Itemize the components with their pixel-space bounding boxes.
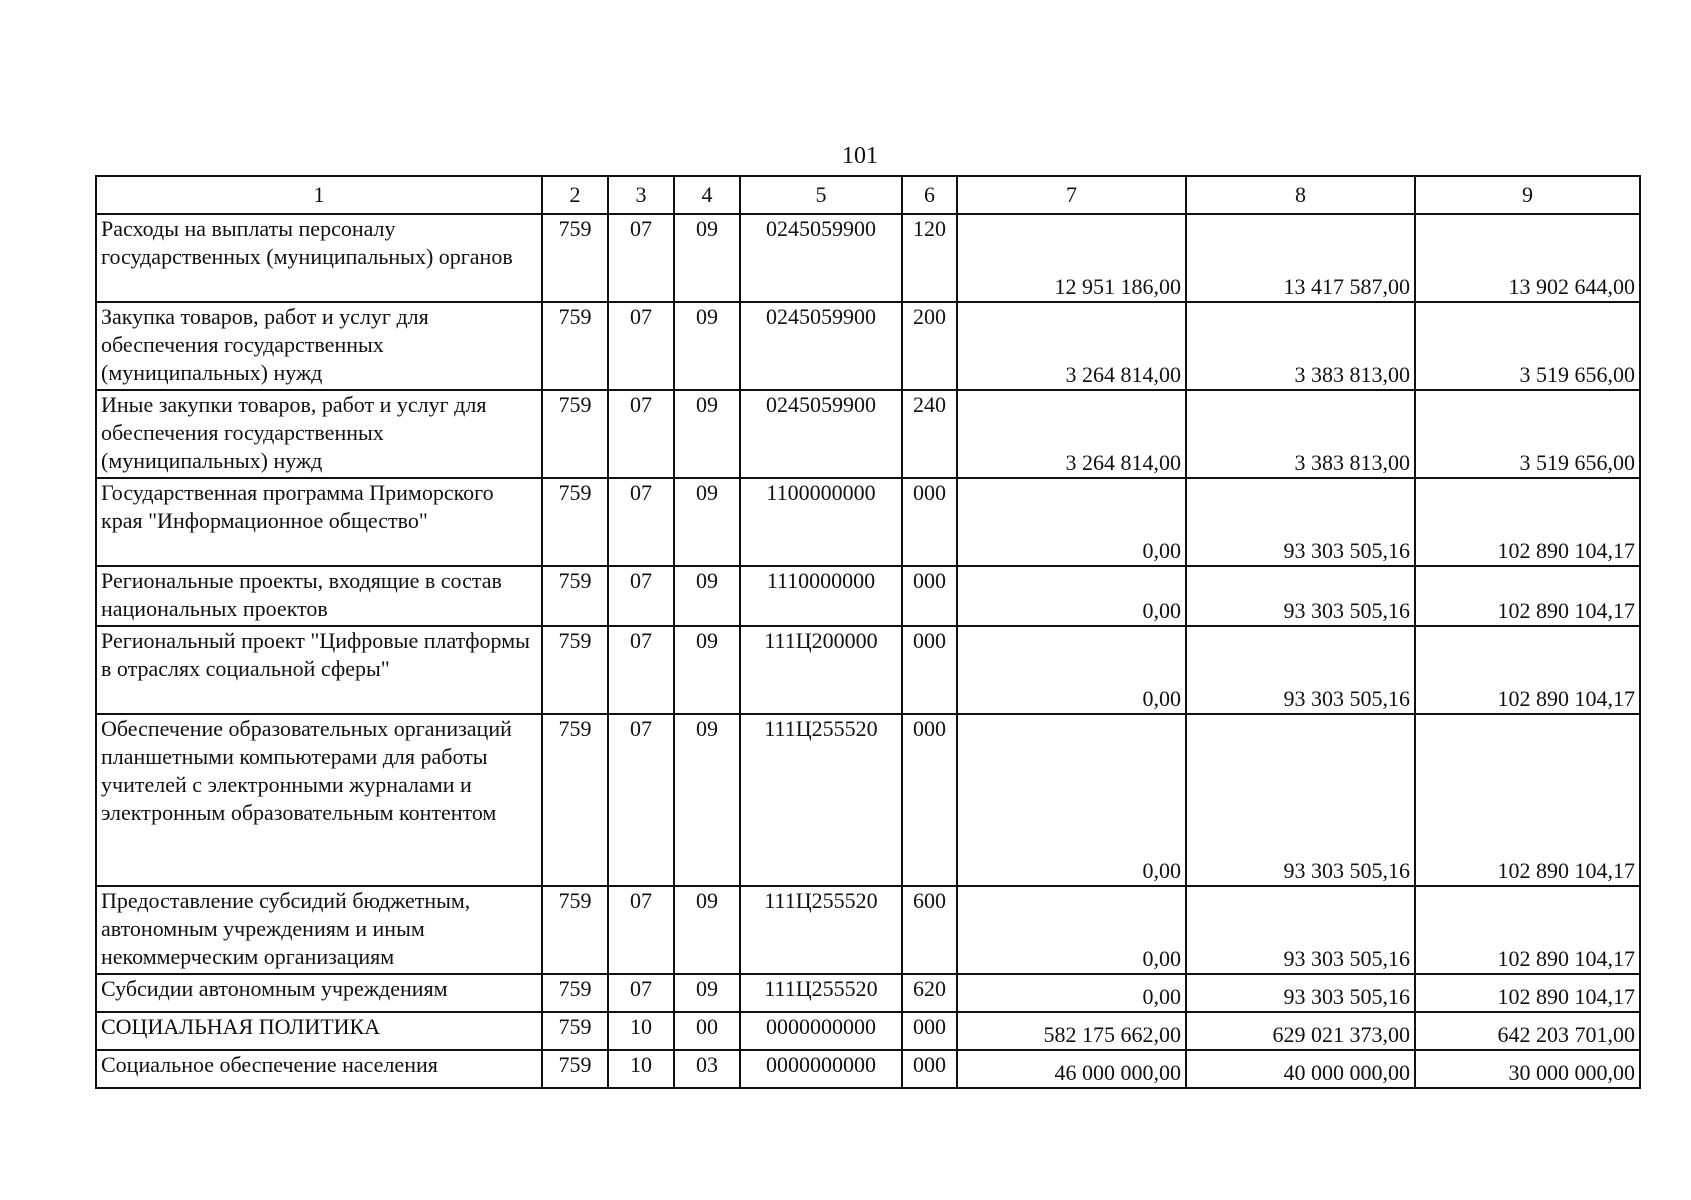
column-header: 9	[1415, 176, 1640, 214]
cell-col6: 000	[902, 626, 957, 714]
row-name: Иные закупки товаров, работ и услуг для обеспечения государственных (муниципальных) нужд	[96, 390, 542, 478]
column-header: 5	[740, 176, 902, 214]
cell-col8: 93 303 505,16	[1186, 974, 1415, 1012]
row-name: Государственная программа Приморского края "Информационное общество"	[96, 478, 542, 566]
table-row	[96, 1050, 1640, 1088]
cell-col3: 07	[608, 390, 674, 478]
column-header: 4	[674, 176, 740, 214]
cell-col7: 0,00	[957, 478, 1186, 566]
row-name: Предоставление субсидий бюджетным, автономным учреждениям и иным некоммерческим организациям	[96, 886, 542, 974]
cell-col8: 3 383 813,00	[1186, 302, 1415, 390]
cell-col4: 09	[674, 714, 740, 886]
cell-col3: 07	[608, 566, 674, 626]
cell-col7: 3 264 814,00	[957, 390, 1186, 478]
cell-col5: 0245059900	[740, 302, 902, 390]
cell-col5: 0000000000	[740, 1012, 902, 1050]
row-name: Социальное обеспечение населения	[96, 1050, 542, 1088]
cell-col9: 102 890 104,17	[1415, 626, 1640, 714]
cell-col7: 0,00	[957, 714, 1186, 886]
cell-col7: 0,00	[957, 886, 1186, 974]
cell-col2: 759	[542, 1050, 608, 1088]
column-header: 2	[542, 176, 608, 214]
cell-col2: 759	[542, 626, 608, 714]
cell-col6: 000	[902, 1012, 957, 1050]
cell-col5: 0245059900	[740, 214, 902, 302]
table-row	[96, 886, 1640, 974]
table-row	[96, 478, 1640, 566]
cell-col7: 582 175 662,00	[957, 1012, 1186, 1050]
cell-col6: 000	[902, 566, 957, 626]
cell-col4: 00	[674, 1012, 740, 1050]
cell-col8: 93 303 505,16	[1186, 886, 1415, 974]
cell-col7: 0,00	[957, 566, 1186, 626]
cell-col8: 93 303 505,16	[1186, 626, 1415, 714]
cell-col6: 620	[902, 974, 957, 1012]
cell-col9: 102 890 104,17	[1415, 886, 1640, 974]
cell-col2: 759	[542, 478, 608, 566]
cell-col4: 09	[674, 478, 740, 566]
cell-col2: 759	[542, 302, 608, 390]
row-name: Субсидии автономным учреждениям	[96, 974, 542, 1012]
cell-col2: 759	[542, 714, 608, 886]
cell-col3: 10	[608, 1012, 674, 1050]
cell-col8: 3 383 813,00	[1186, 390, 1415, 478]
row-name: Региональные проекты, входящие в состав национальных проектов	[96, 566, 542, 626]
row-name: Обеспечение образовательных организаций планшетными компьютерами для работы учителей с электронными журналами и электронным образовательным контентом	[96, 714, 542, 886]
cell-col8: 13 417 587,00	[1186, 214, 1415, 302]
table-row	[96, 390, 1640, 478]
table-row	[96, 714, 1640, 886]
cell-col6: 240	[902, 390, 957, 478]
column-header: 1	[96, 176, 542, 214]
cell-col5: 1110000000	[740, 566, 902, 626]
cell-col4: 09	[674, 302, 740, 390]
cell-col5: 1100000000	[740, 478, 902, 566]
cell-col6: 600	[902, 886, 957, 974]
cell-col8: 629 021 373,00	[1186, 1012, 1415, 1050]
cell-col6: 200	[902, 302, 957, 390]
cell-col3: 07	[608, 214, 674, 302]
cell-col8: 40 000 000,00	[1186, 1050, 1415, 1088]
cell-col3: 07	[608, 478, 674, 566]
cell-col4: 09	[674, 974, 740, 1012]
cell-col3: 07	[608, 714, 674, 886]
cell-col4: 09	[674, 390, 740, 478]
header-row	[96, 176, 1640, 214]
cell-col7: 0,00	[957, 626, 1186, 714]
cell-col3: 07	[608, 974, 674, 1012]
cell-col8: 93 303 505,16	[1186, 566, 1415, 626]
table-row	[96, 566, 1640, 626]
cell-col8: 93 303 505,16	[1186, 478, 1415, 566]
cell-col9: 102 890 104,17	[1415, 478, 1640, 566]
cell-col3: 07	[608, 886, 674, 974]
cell-col3: 10	[608, 1050, 674, 1088]
cell-col9: 3 519 656,00	[1415, 302, 1640, 390]
cell-col7: 46 000 000,00	[957, 1050, 1186, 1088]
cell-col9: 3 519 656,00	[1415, 390, 1640, 478]
budget-table	[95, 175, 1641, 1089]
cell-col8: 93 303 505,16	[1186, 714, 1415, 886]
column-header: 3	[608, 176, 674, 214]
table-row	[96, 302, 1640, 390]
table-row	[96, 974, 1640, 1012]
cell-col3: 07	[608, 302, 674, 390]
table-row	[96, 214, 1640, 302]
cell-col5: 111Ц255520	[740, 886, 902, 974]
cell-col6: 120	[902, 214, 957, 302]
cell-col4: 09	[674, 566, 740, 626]
cell-col6: 000	[902, 478, 957, 566]
table-row	[96, 626, 1640, 714]
cell-col9: 102 890 104,17	[1415, 566, 1640, 626]
cell-col5: 0000000000	[740, 1050, 902, 1088]
cell-col4: 03	[674, 1050, 740, 1088]
row-name: Закупка товаров, работ и услуг для обеспечения государственных (муниципальных) нужд	[96, 302, 542, 390]
cell-col6: 000	[902, 714, 957, 886]
cell-col7: 0,00	[957, 974, 1186, 1012]
row-name: Расходы на выплаты персоналу государственных (муниципальных) органов	[96, 214, 542, 302]
cell-col5: 111Ц255520	[740, 714, 902, 886]
cell-col2: 759	[542, 974, 608, 1012]
cell-col4: 09	[674, 886, 740, 974]
cell-col2: 759	[542, 566, 608, 626]
column-header: 7	[957, 176, 1186, 214]
cell-col9: 102 890 104,17	[1415, 974, 1640, 1012]
cell-col7: 3 264 814,00	[957, 302, 1186, 390]
cell-col5: 111Ц255520	[740, 974, 902, 1012]
table-row	[96, 1012, 1640, 1050]
cell-col2: 759	[542, 390, 608, 478]
cell-col2: 759	[542, 214, 608, 302]
cell-col9: 13 902 644,00	[1415, 214, 1640, 302]
cell-col2: 759	[542, 886, 608, 974]
cell-col5: 111Ц200000	[740, 626, 902, 714]
row-name: Региональный проект "Цифровые платформы в отраслях социальной сферы"	[96, 626, 542, 714]
column-header: 6	[902, 176, 957, 214]
cell-col7: 12 951 186,00	[957, 214, 1186, 302]
cell-col6: 000	[902, 1050, 957, 1088]
row-name: СОЦИАЛЬНАЯ ПОЛИТИКА	[96, 1012, 542, 1050]
cell-col9: 102 890 104,17	[1415, 714, 1640, 886]
cell-col4: 09	[674, 214, 740, 302]
page-number: 101	[842, 143, 878, 169]
cell-col5: 0245059900	[740, 390, 902, 478]
cell-col9: 30 000 000,00	[1415, 1050, 1640, 1088]
cell-col2: 759	[542, 1012, 608, 1050]
cell-col3: 07	[608, 626, 674, 714]
cell-col9: 642 203 701,00	[1415, 1012, 1640, 1050]
cell-col4: 09	[674, 626, 740, 714]
column-header: 8	[1186, 176, 1415, 214]
